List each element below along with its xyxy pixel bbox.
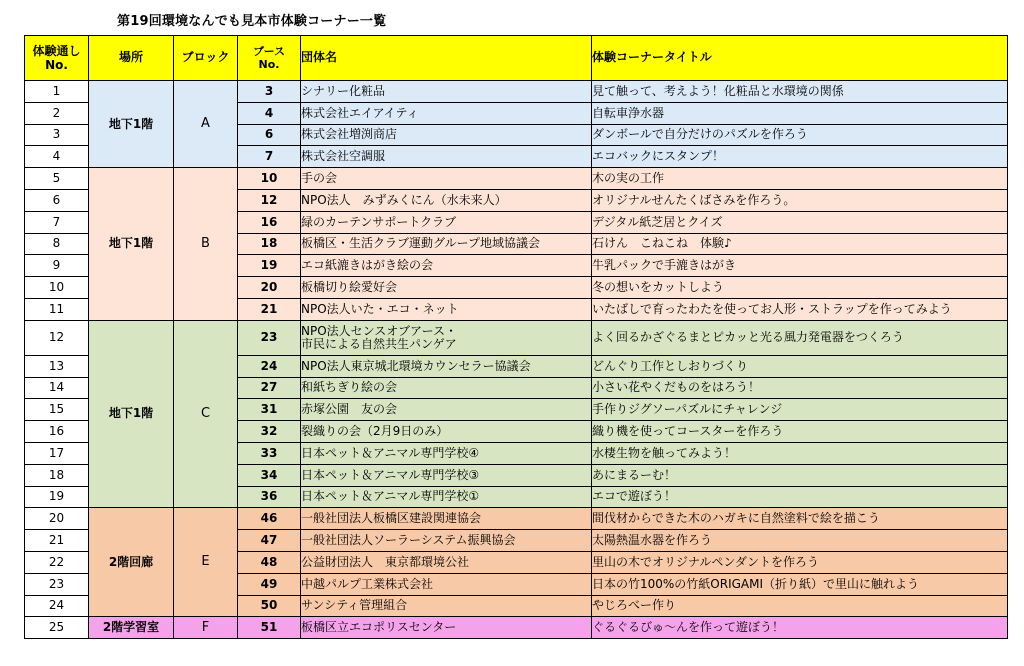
corner-title: オリジナルせんたくばさみを作ろう。 <box>592 189 1008 211</box>
row-no: 18 <box>25 464 89 486</box>
booth-no: 24 <box>238 355 301 377</box>
group-name: シナリー化粧品 <box>301 81 592 103</box>
booth-no: 33 <box>238 442 301 464</box>
place-cell: 地下1階 <box>89 320 174 508</box>
row-no: 22 <box>25 551 89 573</box>
place-cell: 2階学習室 <box>89 617 174 639</box>
corner-title: 手作りジグソーパズルにチャレンジ <box>592 399 1008 421</box>
page-title: 第19回環境なんでも見本市体験コーナー一覧 <box>117 14 387 29</box>
corner-title: 水棲生物を触ってみよう！ <box>592 442 1008 464</box>
corner-title: ダンボールで自分だけのパズルを作ろう <box>592 124 1008 146</box>
table-row <box>25 617 1008 639</box>
group-name: NPO法人 みずみくにん（水未来人） <box>301 189 592 211</box>
corner-title: 日本の竹100%の竹紙ORIGAMI（折り紙）で里山に触れよう <box>592 573 1008 595</box>
corner-title: エコで遊ぼう！ <box>592 486 1008 508</box>
row-no: 24 <box>25 595 89 617</box>
booth-no: 3 <box>238 81 301 103</box>
group-name: NPO法人いた・エコ・ネット <box>301 298 592 320</box>
booth-no: 12 <box>238 189 301 211</box>
booth-no: 6 <box>238 124 301 146</box>
group-name: 板橋区立エコポリスセンター <box>301 617 592 639</box>
booth-no: 32 <box>238 421 301 443</box>
group-name: 赤塚公園 友の会 <box>301 399 592 421</box>
group-name: 一般社団法人ソーラーシステム振興協会 <box>301 530 592 552</box>
block-cell: B <box>174 168 238 321</box>
booth-no: 46 <box>238 508 301 530</box>
group-name: 板橋区・生活クラブ運動グループ地域協議会 <box>301 233 592 255</box>
header-booth: ブース No. <box>238 36 301 81</box>
corner-title: よく回るかざぐるまとピカッと光る風力発電器をつくろう <box>592 320 1008 355</box>
corner-title: いたばしで育ったわたを使ってお人形・ストラップを作ってみよう <box>592 298 1008 320</box>
group-name: 和紙ちぎり絵の会 <box>301 377 592 399</box>
group-name: 株式会社エイアイティ <box>301 102 592 124</box>
booth-no: 10 <box>238 168 301 190</box>
header-no: 体験通し No. <box>25 36 89 81</box>
header-group: 団体名 <box>301 36 592 81</box>
group-name: 日本ペット＆アニマル専門学校① <box>301 486 592 508</box>
group-name-line1: NPO法人センスオブアース・ <box>301 323 457 338</box>
booth-no: 49 <box>238 573 301 595</box>
booth-table <box>24 35 1008 639</box>
header-row <box>25 36 1008 81</box>
place-cell: 地下1階 <box>89 81 174 168</box>
booth-no: 23 <box>238 320 301 355</box>
booth-no: 7 <box>238 146 301 168</box>
group-name: 一般社団法人板橋区建設関連協会 <box>301 508 592 530</box>
booth-no: 18 <box>238 233 301 255</box>
corner-title: どんぐり工作としおりづくり <box>592 355 1008 377</box>
row-no: 11 <box>25 298 89 320</box>
row-no: 5 <box>25 168 89 190</box>
group-name: 板橋切り絵愛好会 <box>301 277 592 299</box>
group-name <box>301 320 592 355</box>
header-title: 体験コーナータイトル <box>592 36 1008 81</box>
booth-no: 20 <box>238 277 301 299</box>
table-row <box>25 168 1008 190</box>
corner-title: 間伐材からできた木のハガキに自然塗料で絵を描こう <box>592 508 1008 530</box>
table-row <box>25 508 1008 530</box>
table-row <box>25 81 1008 103</box>
corner-title: 見て触って、考えよう！化粧品と水環境の関係 <box>592 81 1008 103</box>
corner-title: エコバックにスタンプ！ <box>592 146 1008 168</box>
corner-title: 里山の木でオリジナルペンダントを作ろう <box>592 551 1008 573</box>
group-name: エコ紙漉きはがき絵の会 <box>301 255 592 277</box>
place-cell: 2階回廊 <box>89 508 174 617</box>
booth-no: 4 <box>238 102 301 124</box>
booth-no: 50 <box>238 595 301 617</box>
corner-title: デジタル紙芝居とクイズ <box>592 211 1008 233</box>
block-cell: F <box>174 617 238 639</box>
booth-no: 36 <box>238 486 301 508</box>
table-row <box>25 320 1008 355</box>
booth-no: 19 <box>238 255 301 277</box>
booth-no: 21 <box>238 298 301 320</box>
group-name: サンシティ管理組合 <box>301 595 592 617</box>
group-name: 株式会社増渕商店 <box>301 124 592 146</box>
row-no: 10 <box>25 277 89 299</box>
group-name: 公益財団法人 東京都環境公社 <box>301 551 592 573</box>
row-no: 12 <box>25 320 89 355</box>
booth-no: 47 <box>238 530 301 552</box>
row-no: 4 <box>25 146 89 168</box>
group-name: 中越パルプ工業株式会社 <box>301 573 592 595</box>
group-name: 裂織りの会（2月9日のみ） <box>301 421 592 443</box>
block-cell: A <box>174 81 238 168</box>
booth-no: 16 <box>238 211 301 233</box>
header-place: 場所 <box>89 36 174 81</box>
row-no: 16 <box>25 421 89 443</box>
corner-title: 牛乳パックで手漉きはがき <box>592 255 1008 277</box>
corner-title: 織り機を使ってコースターを作ろう <box>592 421 1008 443</box>
corner-title: 石けん こねこね 体験♪ <box>592 233 1008 255</box>
row-no: 3 <box>25 124 89 146</box>
row-no: 2 <box>25 102 89 124</box>
row-no: 13 <box>25 355 89 377</box>
booth-no: 51 <box>238 617 301 639</box>
row-no: 6 <box>25 189 89 211</box>
corner-title: 小さい花やくだものをはろう！ <box>592 377 1008 399</box>
row-no: 8 <box>25 233 89 255</box>
corner-title: 自転車浄水器 <box>592 102 1008 124</box>
row-no: 9 <box>25 255 89 277</box>
group-name: 日本ペット＆アニマル専門学校③ <box>301 464 592 486</box>
booth-no: 34 <box>238 464 301 486</box>
row-no: 17 <box>25 442 89 464</box>
group-name: NPO法人東京城北環境カウンセラー協議会 <box>301 355 592 377</box>
group-name: 緑のカーテンサポートクラブ <box>301 211 592 233</box>
block-cell: E <box>174 508 238 617</box>
row-no: 23 <box>25 573 89 595</box>
corner-title: ぐるぐるびゅ～んを作って遊ぼう！ <box>592 617 1008 639</box>
booth-no: 27 <box>238 377 301 399</box>
corner-title: 冬の想いをカットしよう <box>592 277 1008 299</box>
booth-no: 48 <box>238 551 301 573</box>
booth-no: 31 <box>238 399 301 421</box>
corner-title: 木の実の工作 <box>592 168 1008 190</box>
corner-title: あにまるーむ！ <box>592 464 1008 486</box>
row-no: 25 <box>25 617 89 639</box>
group-name: 株式会社空調服 <box>301 146 592 168</box>
row-no: 19 <box>25 486 89 508</box>
group-name-line2: 市民による自然共生パンゲア <box>301 336 457 351</box>
corner-title: やじろべー作り <box>592 595 1008 617</box>
block-cell: C <box>174 320 238 508</box>
group-name: 日本ペット＆アニマル専門学校④ <box>301 442 592 464</box>
row-no: 7 <box>25 211 89 233</box>
group-name: 手の会 <box>301 168 592 190</box>
row-no: 21 <box>25 530 89 552</box>
row-no: 1 <box>25 81 89 103</box>
place-cell: 地下1階 <box>89 168 174 321</box>
row-no: 15 <box>25 399 89 421</box>
row-no: 20 <box>25 508 89 530</box>
row-no: 14 <box>25 377 89 399</box>
header-block: ブロック <box>174 36 238 81</box>
corner-title: 太陽熱温水器を作ろう <box>592 530 1008 552</box>
